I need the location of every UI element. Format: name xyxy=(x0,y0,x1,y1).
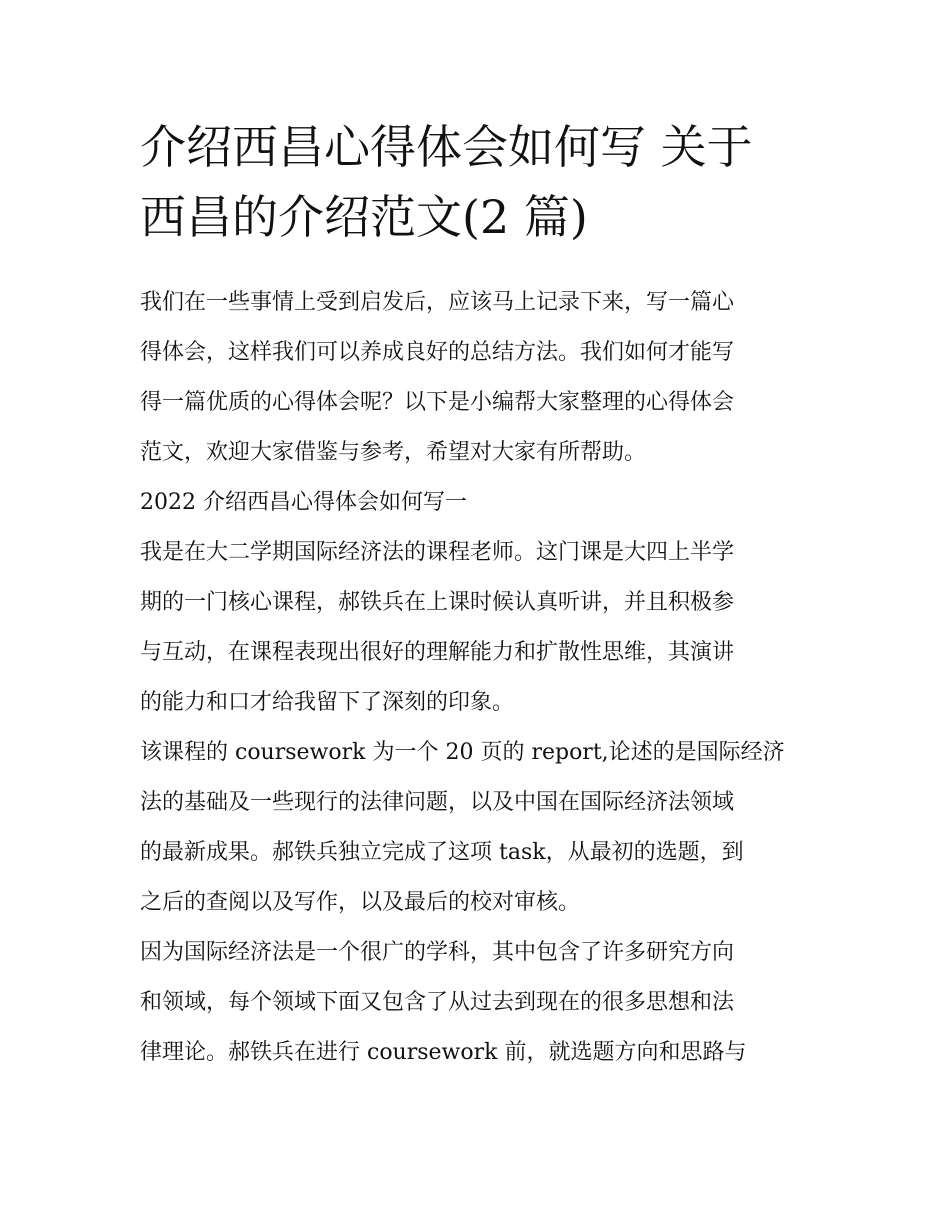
intro-paragraph xyxy=(140,278,812,478)
text-line: 的能力和口才给我留下了深刻的印象。 xyxy=(140,690,515,715)
text-line: 该课程的 coursework 为一个 20 页的 report,论述的是国际经济 xyxy=(140,740,785,765)
text-line: 我是在大二学期国际经济法的课程老师。这门课是大四上半学 xyxy=(140,540,735,565)
document-title xyxy=(140,112,812,252)
body-paragraph xyxy=(140,528,812,728)
document-body xyxy=(140,278,812,1078)
text-line: 范文，欢迎大家借鉴与参考，希望对大家有所帮助。 xyxy=(140,440,647,465)
text-line: 的最新成果。郝铁兵独立完成了这项 task，从最初的选题，到 xyxy=(140,840,744,865)
text-line: 与互动，在课程表现出很好的理解能力和扩散性思维，其演讲 xyxy=(140,640,735,665)
text-line: 律理论。郝铁兵在进行 coursework 前，就选题方向和思路与 xyxy=(140,1040,747,1065)
text-line: 法的基础及一些现行的法律问题，以及中国在国际经济法领域 xyxy=(140,790,735,815)
text-line: 期的一门核心课程，郝铁兵在上课时候认真听讲，并且积极参 xyxy=(140,590,735,615)
title-line: 介绍西昌心得体会如何写 关于 xyxy=(140,120,753,174)
text-line: 我们在一些事情上受到启发后，应该马上记录下来，写一篇心 xyxy=(140,290,735,315)
text-line: 2022 介绍西昌心得体会如何写一 xyxy=(140,490,467,515)
text-line: 因为国际经济法是一个很广的学科，其中包含了许多研究方向 xyxy=(140,940,735,965)
document-content xyxy=(140,112,812,1078)
section-heading xyxy=(140,478,812,528)
text-line: 之后的查阅以及写作，以及最后的校对审核。 xyxy=(140,890,581,915)
body-paragraph xyxy=(140,928,812,1078)
body-paragraph xyxy=(140,728,812,928)
text-line: 和领域，每个领域下面又包含了从过去到现在的很多思想和法 xyxy=(140,990,735,1015)
text-line: 得体会，这样我们可以养成良好的总结方法。我们如何才能写 xyxy=(140,340,735,365)
title-line: 西昌的介绍范文(2 篇) xyxy=(140,190,588,244)
text-line: 得一篇优质的心得体会呢？以下是小编帮大家整理的心得体会 xyxy=(140,390,735,415)
